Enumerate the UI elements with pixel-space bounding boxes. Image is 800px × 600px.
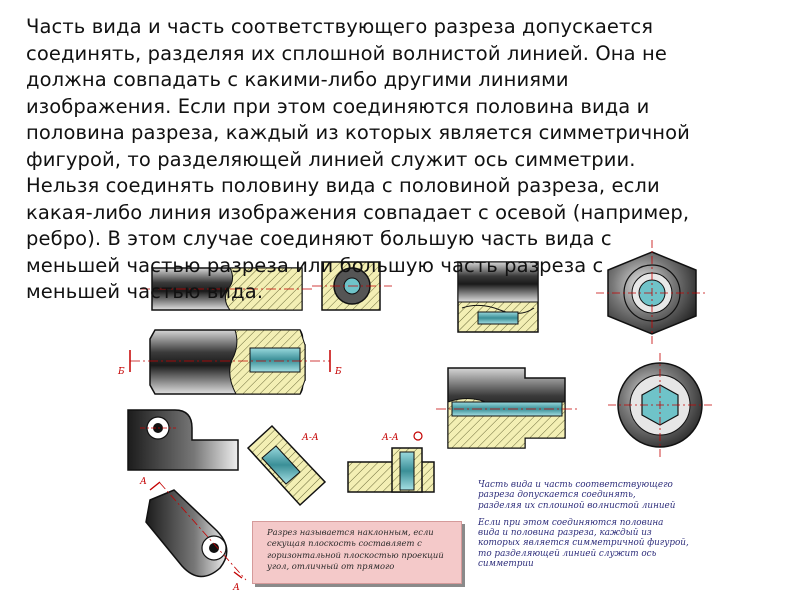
caption-paragraph-2	[478, 518, 706, 569]
note-line: секущая плоскость составляет с	[267, 538, 422, 549]
text-line: Нельзя соединять половину вида с половиной разреза, если	[26, 174, 660, 197]
angled-bracket-drawing	[139, 477, 246, 593]
caption-line: вида и половина разреза, каждый из	[478, 528, 652, 539]
main-paragraph	[26, 14, 796, 306]
text-line: половина разреза, каждый из которых является симметричной	[26, 121, 690, 144]
note-text	[253, 522, 461, 572]
text-line: какая-либо линия изображения совпадает с осевой (например,	[26, 200, 690, 224]
caption-line: которых является симметричной фигурой,	[478, 538, 689, 549]
section-label-b-right: Б	[335, 367, 342, 377]
text-line: изображения. Если при этом соединяются половина вида и	[26, 94, 650, 118]
section-label-aa-1: А-А	[302, 433, 319, 443]
text-line: меньшей частью разреза или большую часть разреза с	[26, 253, 604, 277]
text-line: фигурой, то разделяющей линией служит ось симметрии.	[26, 147, 636, 171]
caption-line: Если при этом соединяются половина	[478, 517, 664, 528]
caption-line: симметрии	[478, 559, 534, 570]
note-line: Разрез называется наклонным, если	[267, 527, 434, 537]
caption-line: то разделяющей линией служит ось	[478, 548, 657, 559]
note-line: угол, отличный от прямого	[267, 560, 395, 571]
definition-note-box	[252, 521, 462, 584]
note-line: горизонтальной плоскостью проекций	[267, 549, 444, 560]
caption-line: разделяя их сплошной волнистой линией	[478, 500, 676, 511]
arrow-label-a-top: А	[140, 477, 147, 487]
hex-socket-drawing	[608, 353, 712, 457]
caption-block	[478, 480, 706, 576]
text-line: Часть вида и часть соответствующего разреза допускается	[26, 15, 654, 38]
text-line: соединять, разделяя их сплошной волнистой линией. Она не	[26, 41, 667, 65]
section-label-aa-2: А-А	[382, 433, 399, 443]
bracket-drawing	[128, 410, 238, 470]
shaft-section-drawing	[117, 330, 342, 394]
text-line: должна совпадать с какими-либо другими линиями	[26, 68, 569, 91]
text-line: ребро). В этом случае соединяют большую часть вида с	[26, 227, 612, 250]
arrow-label-a-bottom: А	[233, 583, 240, 593]
section-label-b-left: Б	[118, 367, 125, 377]
section-aa-drawing	[348, 432, 434, 492]
angled-section-drawing	[248, 426, 325, 505]
text-line: меньшей частью вида.	[26, 280, 264, 303]
fitting-section-drawing	[436, 368, 578, 448]
caption-line: разреза допускается соединять,	[478, 490, 636, 501]
caption-line: Часть вида и часть соответствующего	[478, 480, 673, 490]
caption-paragraph-1	[478, 480, 706, 511]
